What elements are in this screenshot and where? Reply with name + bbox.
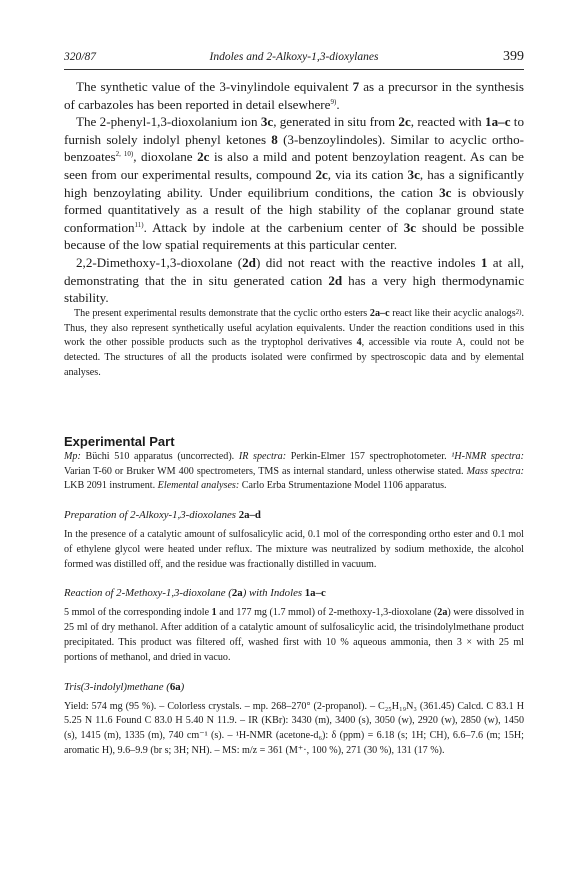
spacer	[64, 572, 524, 586]
general-methods: Mp: Büchi 510 apparatus (uncorrected). IR spectra: Perkin-Elmer 157 spectrophotometer. ¹H-NMR spectra: Varian T-60 or Bruker WM 400 spectrometers, TMS as internal standard, unless otherwise stated. Mass spectra: LKB 2091 instrument. Elemental analyses: Carlo Erba Strumentazione Model 1106 apparatus.	[64, 450, 524, 492]
subsection-title-reaction: Reaction of 2-Methoxy-1,3-dioxolane (2a) with Indoles 1a–c	[64, 587, 326, 600]
paragraph-1: The synthetic value of the 3-vinylindole equivalent 7 as a precursor in the synthesis of carbazoles has been reported in detail elsewhere$^{9)}$.	[64, 79, 524, 112]
subsection-text-preparation: In the presence of a catalytic amount of sulfosalicylic acid, 0.1 mol of the corresponding ortho ester and 0.1 mol of ethylene glycol were heated under reflux. The mixture was neutralized by sodium methoxide, the alcohol formed was distilled off, and the residue was fractionally distilled in vacuum.	[64, 529, 524, 570]
subsection-title-preparation: Preparation of 2-Alkoxy-1,3-dioxolanes 2a–d	[64, 509, 261, 522]
citation: 11)	[134, 220, 144, 229]
subsection-text-reaction: 5 mmol of the corresponding indole 1 and 177 mg (1.7 mmol) of 2-methoxy-1,3-dioxolane (2a) were dissolved in 25 ml of dry methanol. After addition of a catalytic amount of sulfosalicylic acid, the trisindolylmethane product precipitated. This product was filtered off, washed first with 10 % aqueous ammonia, then 3 × with 25 ml portions of methanol, and dried in vacuo.	[64, 607, 524, 663]
section-heading: Experimental Part	[64, 433, 175, 449]
header-rule	[64, 69, 524, 70]
spacer	[64, 494, 524, 508]
citation: 9)	[330, 97, 337, 106]
paragraph-3: 2,2-Dimethoxy-1,3-dioxolane (2d) did not react with the reactive indoles 1 at all, demonstrating that the in situ generated cation 2d has a very high thermodynamic stability.	[64, 254, 525, 306]
paragraph-2: The 2-phenyl-1,3-dioxolanium ion 3c, generated in situ from 2c, reacted with 1a–c to furnish solely indolyl phenyl ketones 8 (3-benzoylindoles). Similar to acyclic ortho-benzoates$^{2, 10)}$, dioxolane 2c is also a mild and potent benzoylation reagent. As can be seen from our experimental results, compound 2c, via its cation 3c, has a significantly high benzoylating ability. Under equilibrium conditions, the cation 3c is obviously formed quantitatively as a result of the high stability of the coplanar ground state conformation$^{11)}$. Attack by indole at the carbenium center of 3c should be possible because of the low spatial requirements at this particular center.	[64, 114, 524, 253]
citation: 2, 10)	[115, 150, 134, 159]
spacer	[64, 666, 524, 680]
citation: 2)	[515, 307, 522, 316]
page-number: 399	[503, 49, 524, 64]
journal-code: 320/87	[64, 51, 96, 63]
section-spacer	[64, 381, 524, 433]
subsection-title-product: Tris(3-indolyl)methane (6a)	[64, 680, 185, 693]
subsection-text-product: Yield: 574 mg (95 %). – Colorless crystals. – mp. 268–270° (2-propanol). – C₂₅H₁₉N₃ (361.45) Calcd. C 83.1 H 5.25 N 11.6 Found C 83.0 H 5.40 N 11.9. – IR (KBr): 3430 (m), 3400 (s), 3050 (w), 2920 (w), 2850 (w), 1450 (s), 1415 (m), 1335 (m), 740 cm⁻¹ (s). – ¹H-NMR (acetone-d₆): δ (ppm) = 6.18 (s; 1H; CH), 6.6–7.6 (m; 15H; aromatic H), 9.6–9.9 (br s; 3H; NH). – MS: m/z = 361 (M⁺·, 100 %), 271 (30 %), 131 (17 %).	[64, 700, 524, 757]
paragraph-4: The present experimental results demonstrate that the cyclic ortho esters 2a–c react like their acyclic analogs$^{2)}$. Thus, they also represent synthetically useful acylation equivalents. Under the reaction conditions used in this work the other possible products such as the tryptophol derivatives 4, accessible via route A, could not be detected. The structures of all the products isolated were confirmed by spectroscopic data and by elemental analyses.	[64, 307, 524, 378]
page-body	[64, 78, 524, 759]
running-title: Indoles and 2-Alkoxy-1,3-dioxylanes	[209, 51, 379, 63]
running-header	[64, 51, 524, 67]
